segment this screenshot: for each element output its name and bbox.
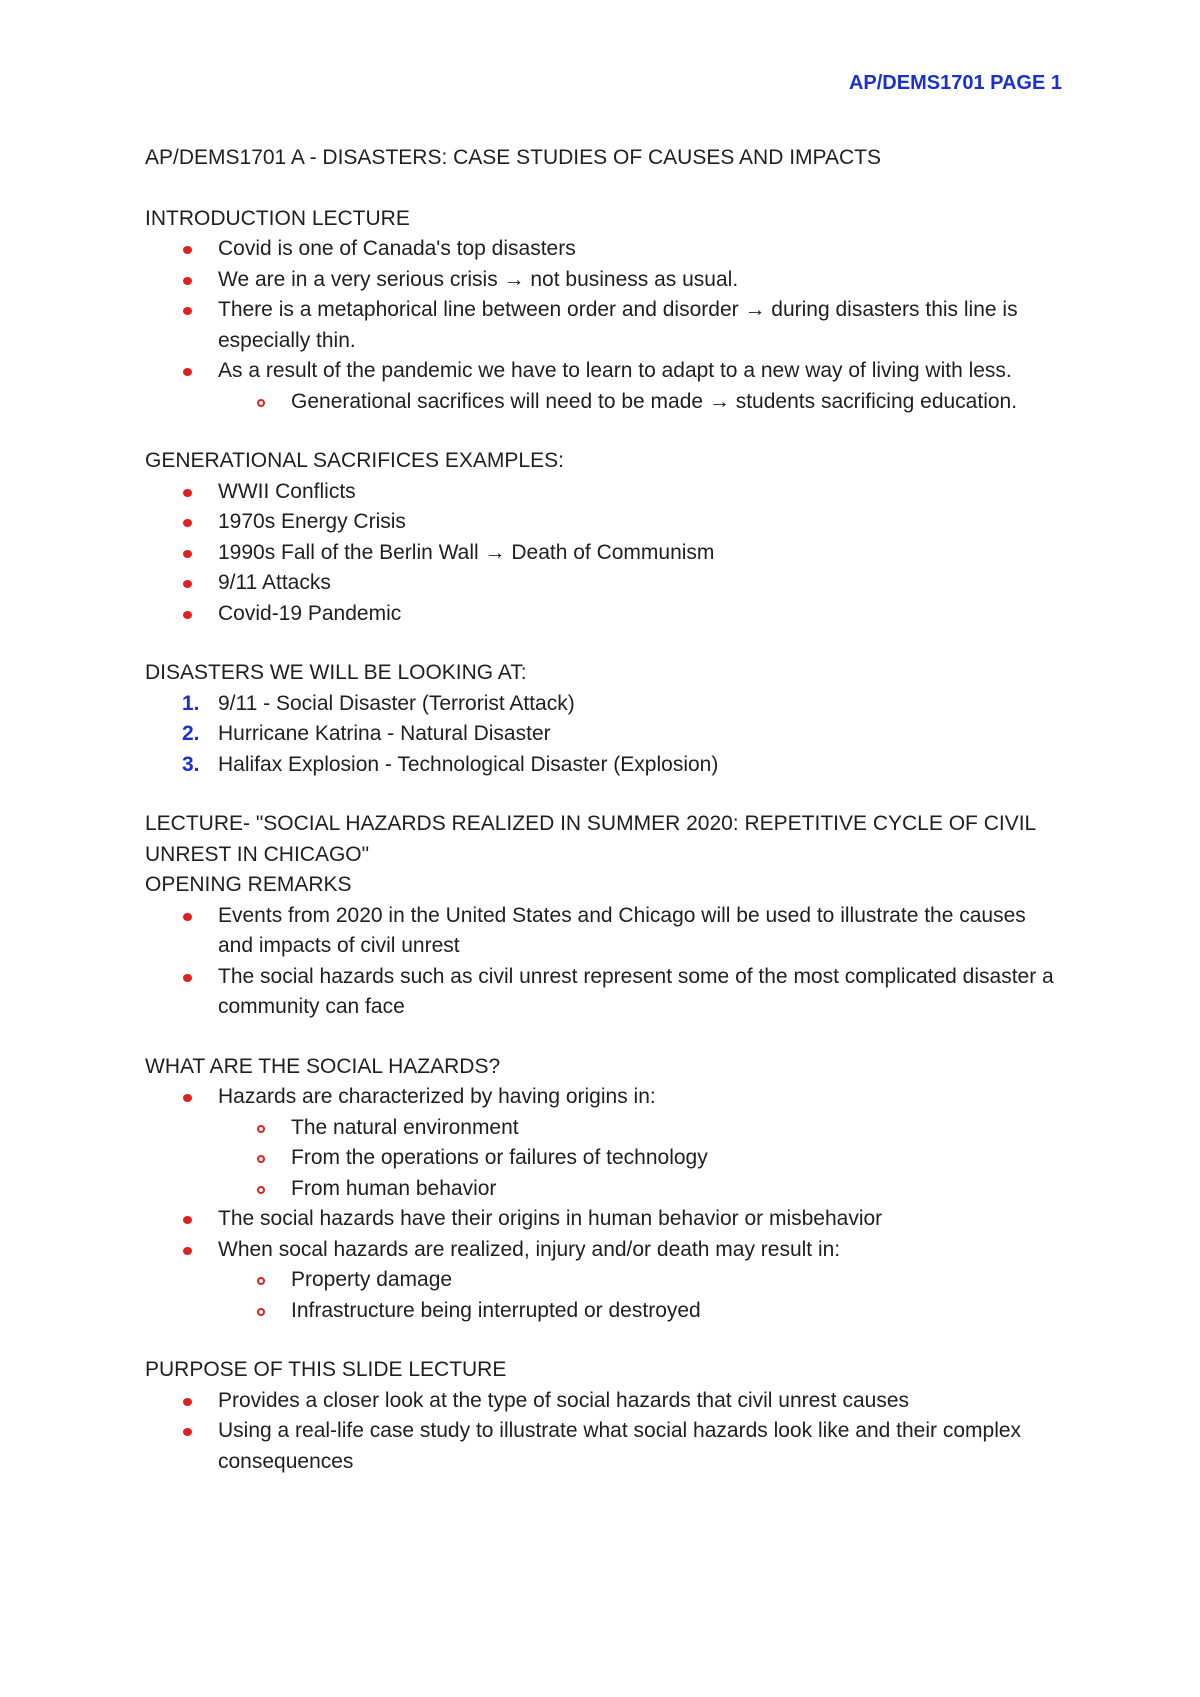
list-item-text: 1990s Fall of the Berlin Wall → Death of Communism: [218, 540, 715, 564]
section-subtitle-opening-remarks: OPENING REMARKS: [145, 873, 352, 896]
list-item: [145, 1386, 1065, 1417]
list-item: [145, 1235, 1065, 1266]
list-item-text: Generational sacrifices will need to be made → students sacrificing education.: [291, 389, 1018, 413]
disasters-list: [145, 689, 1065, 781]
list-item-text: Events from 2020 in the United States and Chicago will be used to illustrate the causes and impacts of civil unrest: [218, 903, 1026, 957]
bullet-dot-icon: [183, 1094, 192, 1102]
list-item: [145, 265, 1065, 296]
list-item: [145, 295, 1065, 356]
bullet-dot-icon: [183, 974, 192, 982]
purpose-list: [145, 1386, 1065, 1478]
gen-list: [145, 477, 1065, 630]
lecture-list: [145, 901, 1065, 1023]
section-title-purpose: PURPOSE OF THIS SLIDE LECTURE: [145, 1358, 507, 1381]
list-item: [145, 234, 1065, 265]
list-item-text: 1970s Energy Crisis: [218, 510, 406, 533]
section-title-introduction: INTRODUCTION LECTURE: [145, 206, 410, 230]
section-title-disasters: DISASTERS WE WILL BE LOOKING AT:: [145, 661, 527, 684]
list-item: [145, 1204, 1065, 1235]
list-item: [145, 477, 1065, 508]
section-disasters: [145, 658, 1065, 780]
list-item-text: We are in a very serious crisis → not business as usual.: [218, 267, 739, 291]
bullet-circle-icon: [257, 399, 265, 407]
bullet-dot-icon: [183, 1216, 192, 1224]
bullet-circle-icon: [257, 1125, 265, 1133]
list-item-text: Using a real-life case study to illustrate what social hazards look like and their complex consequences: [218, 1419, 1022, 1473]
list-item-text: When socal hazards are realized, injury and/or death may result in:: [218, 1237, 841, 1261]
section-generational-sacrifices: [145, 446, 1065, 629]
list-item-text: As a result of the pandemic we have to learn to adapt to a new way of living with less.: [218, 359, 1012, 382]
list-item-text: Property damage: [291, 1268, 453, 1291]
bullet-dot-icon: [183, 550, 192, 558]
bullet-circle-icon: [257, 1277, 265, 1285]
list-item-text: Hazards are characterized by having origins in:: [218, 1085, 656, 1108]
list-item-text: The social hazards have their origins in human behavior or misbehavior: [218, 1207, 883, 1230]
list-item-text: 9/11 - Social Disaster (Terrorist Attack): [218, 691, 575, 715]
numbered-list-item: [145, 750, 1065, 781]
section-title-lecture: LECTURE- "SOCIAL HAZARDS REALIZED IN SUMMER 2020: REPETITIVE CYCLE OF CIVIL UNREST IN CHICAGO": [145, 812, 1036, 866]
list-item-text: Covid-19 Pandemic: [218, 601, 402, 625]
list-number: 2.: [182, 722, 200, 745]
sub-list-item: [145, 1143, 1065, 1174]
what-list: [145, 1082, 1065, 1326]
bullet-dot-icon: [183, 246, 192, 254]
list-item-text: From the operations or failures of technology: [291, 1146, 708, 1169]
section-introduction: [145, 204, 1065, 418]
document-body: [145, 143, 1065, 1477]
list-item-text: Provides a closer look at the type of social hazards that civil unrest causes: [218, 1388, 910, 1412]
bullet-dot-icon: [183, 1398, 192, 1406]
section-title-what-are-social-hazards: WHAT ARE THE SOCIAL HAZARDS?: [145, 1054, 501, 1078]
bullet-dot-icon: [183, 580, 192, 588]
sub-list-item: [145, 1174, 1065, 1205]
sub-list-item: [145, 387, 1065, 418]
bullet-dot-icon: [183, 519, 192, 527]
list-item-text: Hurricane Katrina - Natural Disaster: [218, 722, 551, 745]
list-number: 1.: [182, 691, 200, 715]
bullet-dot-icon: [183, 1247, 192, 1255]
list-number: 3.: [182, 752, 200, 776]
list-item: [145, 1082, 1065, 1113]
list-item-text: The social hazards such as civil unrest represent some of the most complicated disaster a community can face: [218, 964, 1054, 1018]
bullet-circle-icon: [257, 1155, 265, 1163]
bullet-circle-icon: [257, 1308, 265, 1316]
document-title: AP/DEMS1701 A - DISASTERS: CASE STUDIES OF CAUSES AND IMPACTS: [145, 146, 881, 169]
bullet-dot-icon: [183, 277, 192, 285]
bullet-dot-icon: [183, 489, 192, 497]
list-item: [145, 356, 1065, 387]
list-item: [145, 538, 1065, 569]
section-lecture: [145, 809, 1065, 1023]
list-item-text: Covid is one of Canada's top disasters: [218, 237, 576, 260]
bullet-dot-icon: [183, 611, 192, 619]
list-item: [145, 507, 1065, 538]
list-item: [145, 1416, 1065, 1477]
sub-list-item: [145, 1296, 1065, 1327]
list-item-text: The natural environment: [291, 1115, 519, 1139]
section-purpose: [145, 1355, 1065, 1477]
numbered-list-item: [145, 719, 1065, 750]
list-item-text: 9/11 Attacks: [218, 571, 331, 594]
list-item: [145, 901, 1065, 962]
sub-list-item: [145, 1265, 1065, 1296]
section-title-generational-sacrifices: GENERATIONAL SACRIFICES EXAMPLES:: [145, 449, 564, 472]
list-item-text: There is a metaphorical line between order and disorder → during disasters this line is especially thin.: [218, 298, 1018, 352]
sub-list-item: [145, 1113, 1065, 1144]
list-item: [145, 962, 1065, 1023]
bullet-dot-icon: [183, 307, 192, 315]
list-item: [145, 599, 1065, 630]
list-item-text: From human behavior: [291, 1176, 497, 1200]
list-item-text: WWII Conflicts: [218, 479, 356, 503]
bullet-dot-icon: [183, 1428, 192, 1436]
list-item: [145, 568, 1065, 599]
list-item-text: Halifax Explosion - Technological Disaster (Explosion): [218, 752, 719, 776]
bullet-circle-icon: [257, 1186, 265, 1194]
numbered-list-item: [145, 689, 1065, 720]
section-what-are-social-hazards: [145, 1052, 1065, 1327]
list-item-text: Infrastructure being interrupted or destroyed: [291, 1298, 701, 1322]
page-header-label: AP/DEMS1701 PAGE 1: [848, 72, 1062, 94]
bullet-dot-icon: [183, 913, 192, 921]
intro-list: [145, 234, 1065, 417]
bullet-dot-icon: [183, 368, 192, 376]
